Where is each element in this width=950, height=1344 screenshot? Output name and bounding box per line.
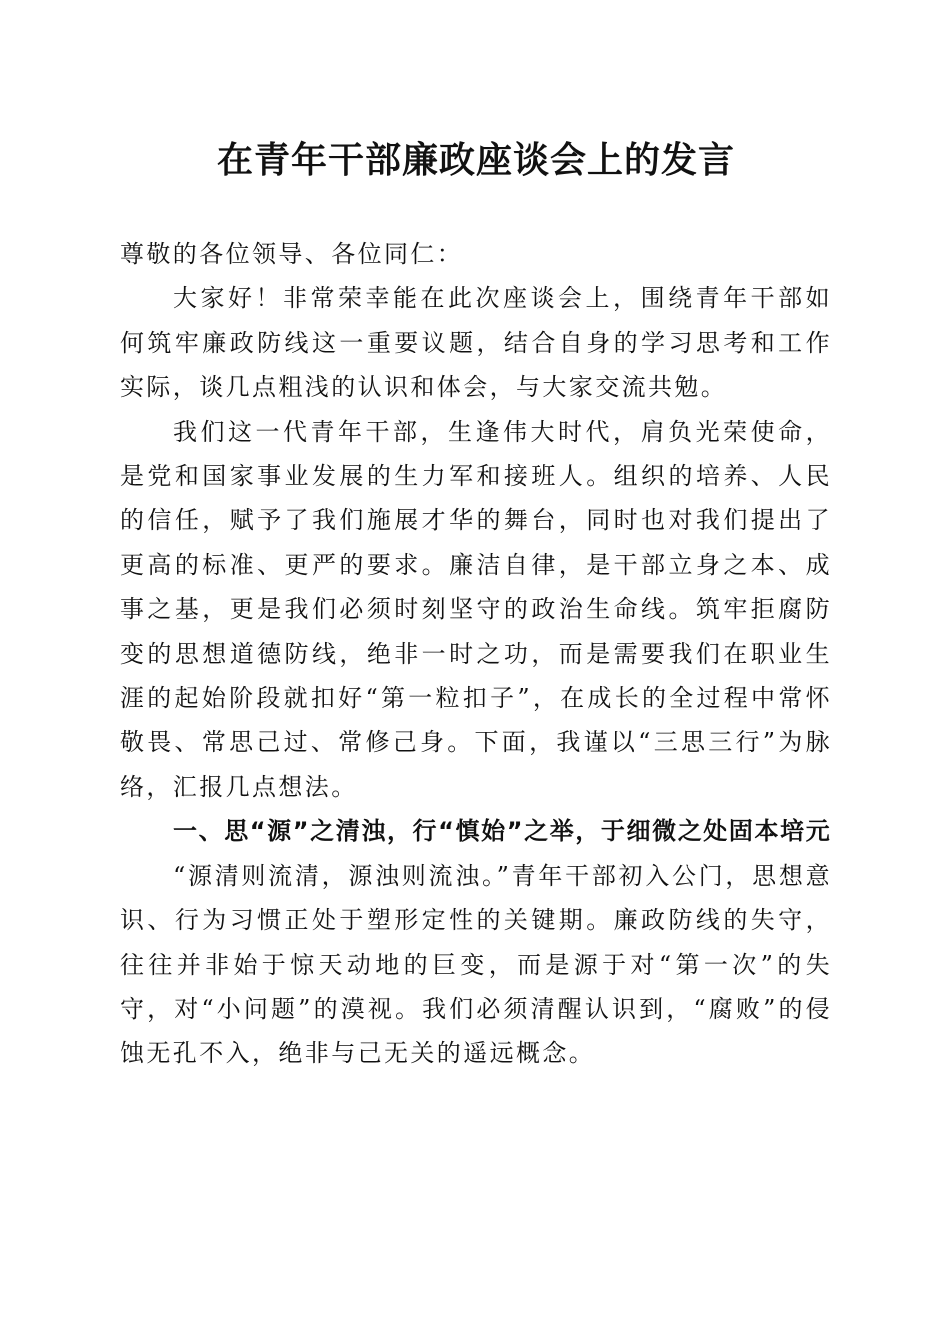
document-body — [120, 232, 832, 1076]
section-1-heading: 一、思“源”之清浊，行“慎始”之举，于细微之处固本培元 — [173, 817, 832, 846]
intro-paragraph: 大家好！非常荣幸能在此次座谈会上，围绕青年干部如何筑牢廉政防线这一重要议题，结合自身的学习思考和工作实际，谈几点粗浅的认识和体会，与大家交流共勉。 — [120, 284, 832, 402]
background-paragraph: 我们这一代青年干部，生逢伟大时代，肩负光荣使命，是党和国家事业发展的生力军和接班人。组织的培养、人民的信任，赋予了我们施展才华的舞台，同时也对我们提出了更高的标准、更严的要求。廉洁自律，是干部立身之本、成事之基，更是我们必须时刻坚守的政治生命线。筑牢拒腐防变的思想道德防线，绝非一时之功，而是需要我们在职业生涯的起始阶段就扣好“第一粒扣子”，在成长的全过程中常怀敬畏、常思己过、常修己身。下面，我谨以“三思三行”为脉络，汇报几点想法。 — [120, 417, 832, 801]
document-page — [120, 0, 832, 1344]
document-title: 在青年干部廉政座谈会上的发言 — [216, 139, 735, 181]
salutation: 尊敬的各位领导、各位同仁： — [120, 240, 464, 268]
section-1-paragraph: “源清则流清，源浊则流浊。”青年干部初入公门，思想意识、行为习惯正处于塑形定性的关键期。廉政防线的失守，往往并非始于惊天动地的巨变，而是源于对“第一次”的失守，对“小问题”的漠视。我们必须清醒认识到，“腐败”的侵蚀无孔不入，绝非与己无关的遥远概念。 — [120, 861, 832, 1068]
